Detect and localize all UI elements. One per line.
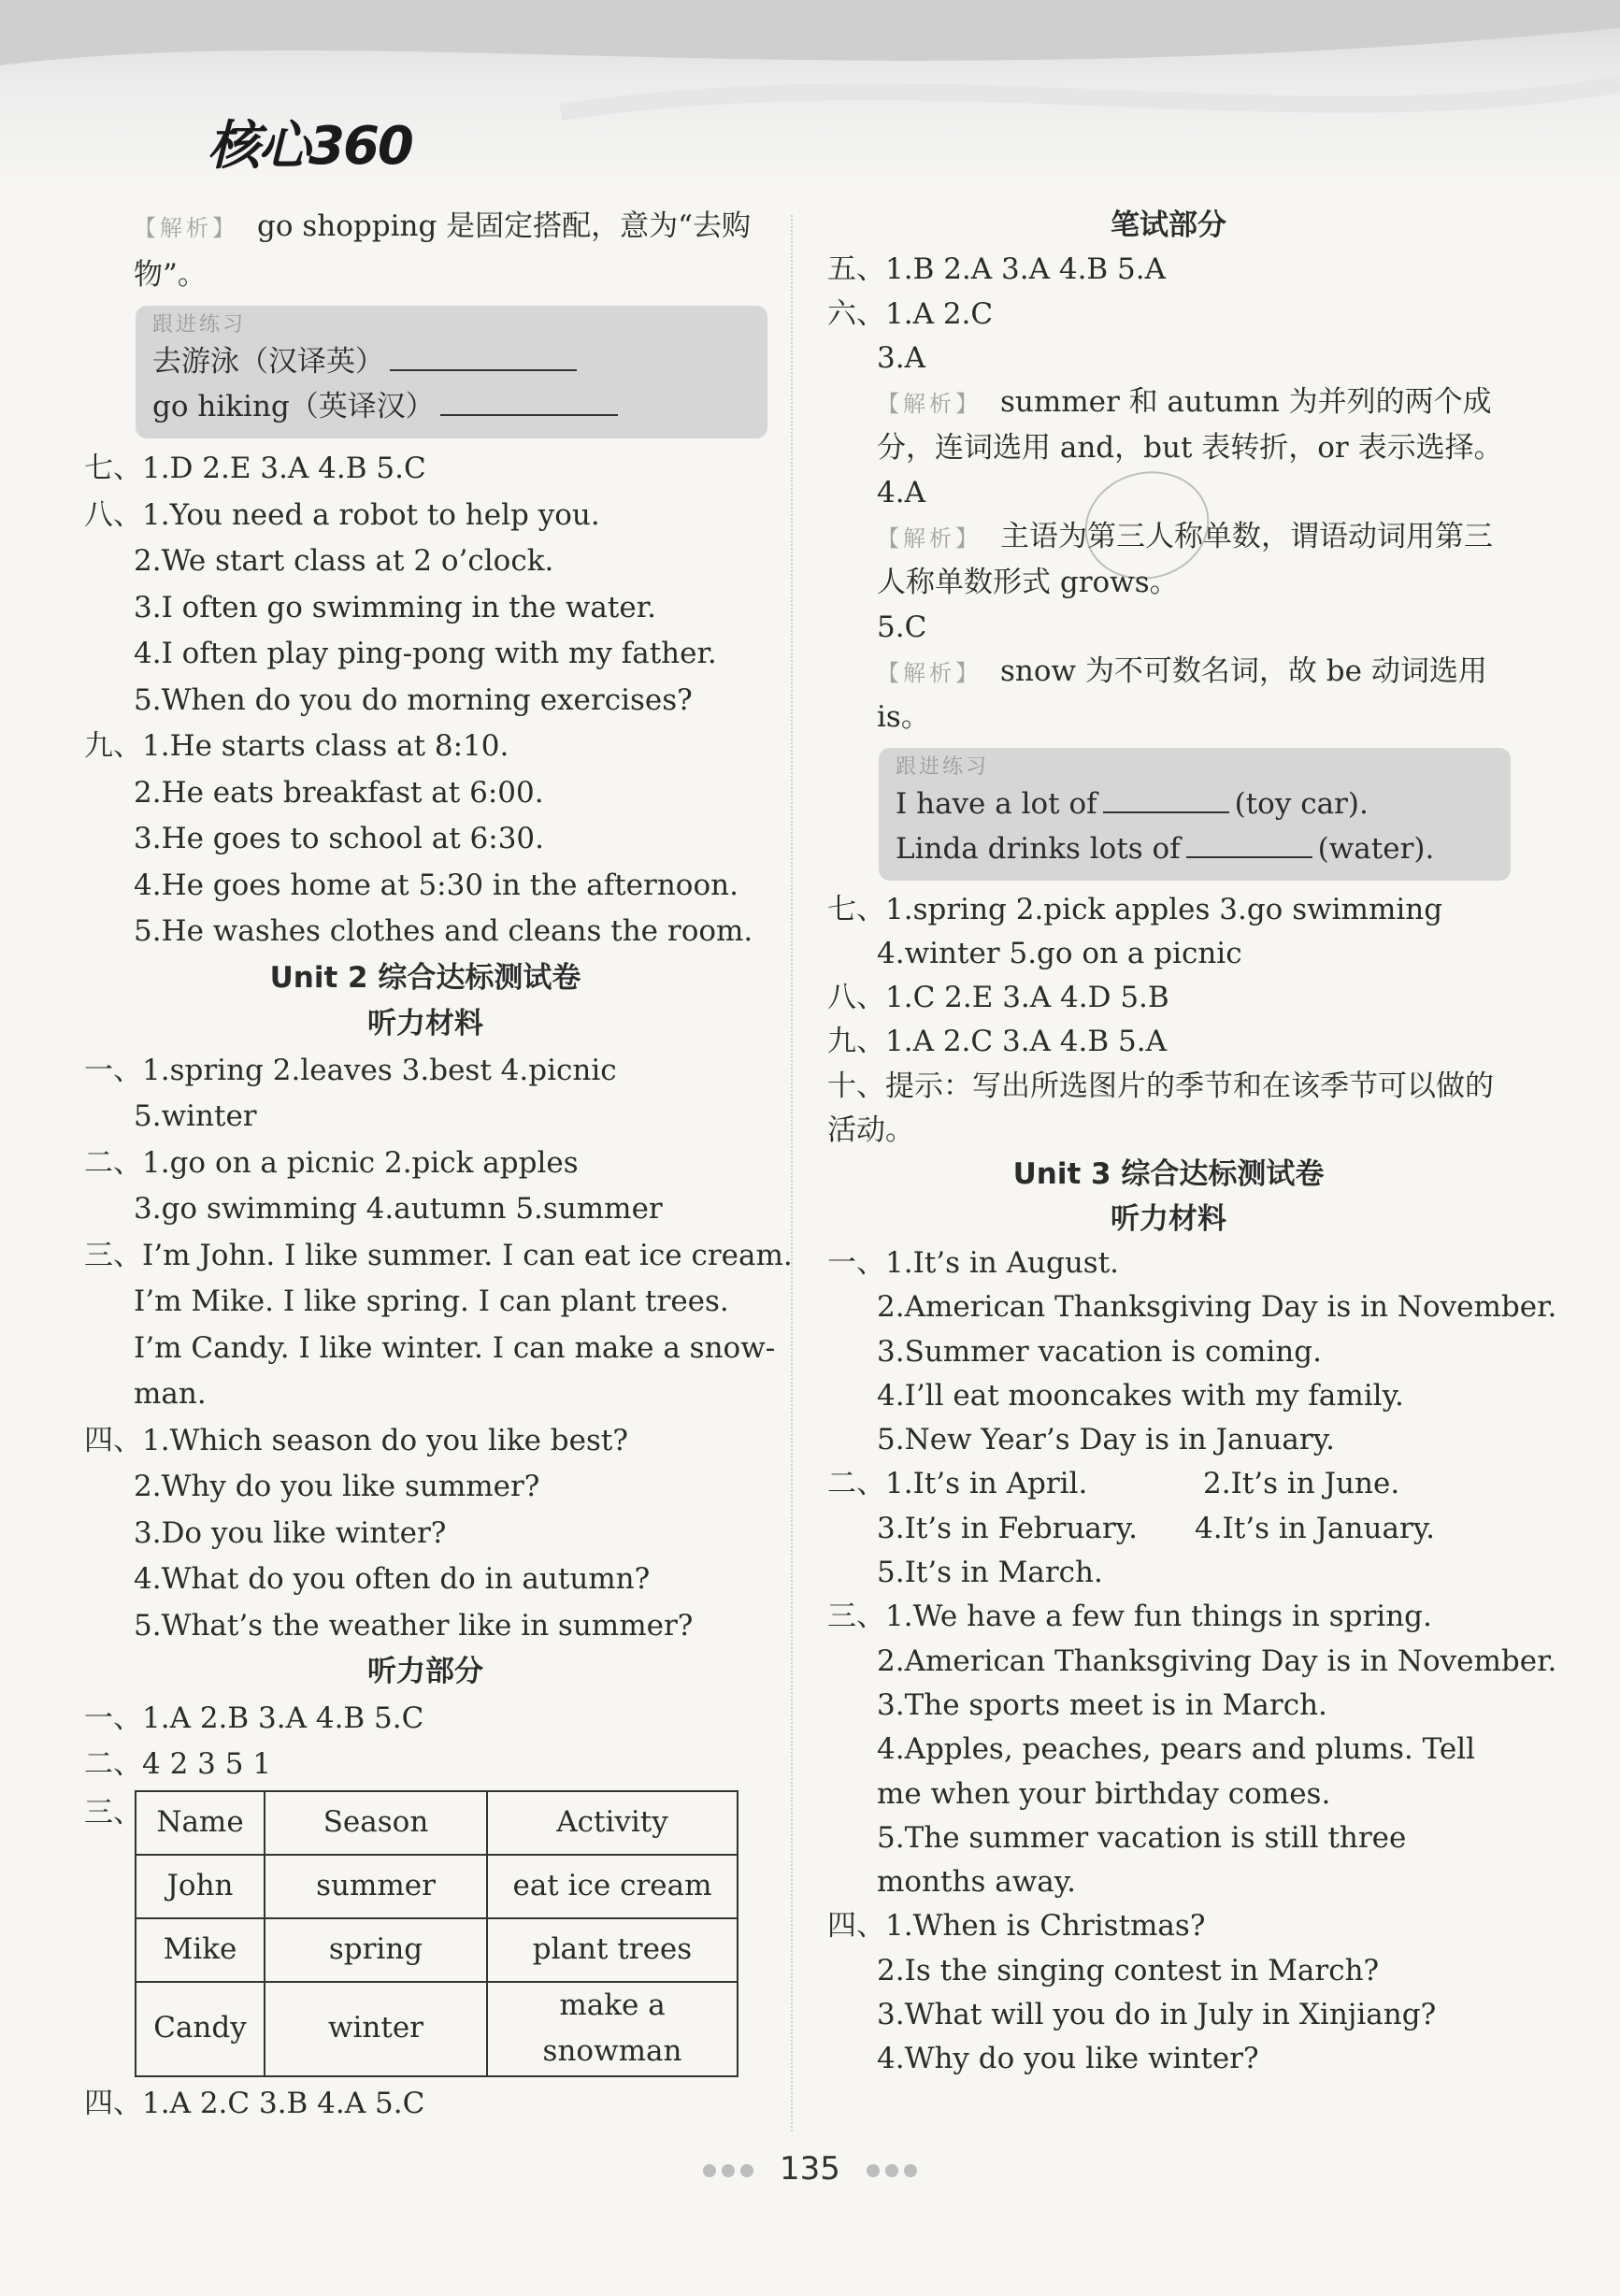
answer-line: 四、1.A 2.C 3.B 4.A 5.C bbox=[84, 2086, 425, 2120]
unit-title: Unit 3 综合达标测试卷 bbox=[1012, 1157, 1325, 1192]
table-row bbox=[136, 1918, 738, 1982]
answer-line: 六、1.A 2.C bbox=[827, 296, 994, 331]
section-heading: 笔试部分 bbox=[1111, 208, 1226, 242]
answer-line: 3.It’s in February. 4.It’s in January. bbox=[877, 1511, 1436, 1545]
table-cell: winter bbox=[265, 1982, 487, 2076]
answer-line: 八、1.C 2.E 3.A 4.D 5.B bbox=[827, 981, 1169, 1015]
explanation-tag: 【解析】 bbox=[134, 215, 238, 241]
explanation-note: 【解析】 summer 和 autumn 为并列的两个成分，连词选用 and，but 表转折，or 表示选择。 bbox=[877, 385, 1503, 466]
column-divider bbox=[791, 215, 793, 2131]
answer-line: 5.C bbox=[877, 610, 927, 644]
answer-line: 5.What’s the weather like in summer? bbox=[134, 1608, 694, 1643]
table-header: Season bbox=[265, 1791, 487, 1855]
answer-line: 3.He goes to school at 6:30. bbox=[134, 822, 544, 855]
answer-line: 2.Why do you like summer? bbox=[134, 1470, 540, 1503]
season-table bbox=[135, 1790, 738, 2077]
table-cell: Candy bbox=[136, 1982, 265, 2076]
table-header-row bbox=[136, 1791, 738, 1855]
answer-line: 4.Why do you like winter? bbox=[877, 2042, 1259, 2076]
answer-line: 5.winter bbox=[134, 1099, 257, 1133]
answer-line: 三、1.We have a few fun things in spring. bbox=[827, 1600, 1432, 1634]
table-cell: spring bbox=[265, 1918, 487, 1982]
answer-line: 八、1.You need a robot to help you. bbox=[84, 497, 600, 532]
section-heading: 听力材料 bbox=[367, 1007, 483, 1040]
explanation-note: 【解析】 go shopping 是固定搭配，意为“去购物”。 bbox=[134, 209, 752, 292]
decorative-dot bbox=[904, 2164, 917, 2177]
answer-line: 十、提示：写出所选图片的季节和在该季节可以做的活动。 bbox=[827, 1069, 1494, 1148]
explanation-tag: 【解析】 bbox=[877, 525, 982, 552]
table-cell: John bbox=[136, 1855, 265, 1918]
explanation-note: 【解析】 主语为第三人称单数，谓语动词用第三人称单数形式 grows。 bbox=[877, 520, 1493, 600]
table-cell: plant trees bbox=[487, 1918, 738, 1982]
practice-line: go hiking（英译汉） bbox=[152, 384, 751, 429]
table-block bbox=[84, 1790, 767, 2077]
page-footer bbox=[0, 2150, 1620, 2188]
right-column bbox=[827, 204, 1557, 2082]
answer-line: 3.A bbox=[877, 340, 925, 375]
answer-line: 二、4 2 3 5 1 bbox=[84, 1747, 272, 1781]
table-cell: summer bbox=[265, 1855, 487, 1918]
practice-title: 跟进练习 bbox=[896, 754, 990, 779]
answer-line: 三、I’m John. I like summer. I can eat ice cream. bbox=[84, 1238, 793, 1272]
answer-line: 2.American Thanksgiving Day is in November. bbox=[877, 1643, 1557, 1678]
answer-line: 5.It’s in March. bbox=[877, 1556, 1103, 1590]
unit-title: Unit 2 综合达标测试卷 bbox=[269, 960, 581, 995]
answer-blank[interactable] bbox=[1103, 783, 1229, 813]
answer-line: 二、1.go on a picnic 2.pick apples bbox=[84, 1145, 579, 1180]
answer-line: 5.The summer vacation is still three months away. bbox=[877, 1820, 1407, 1900]
answer-line: 五、1.B 2.A 3.A 4.B 5.A bbox=[827, 252, 1167, 287]
answer-line: 四、1.When is Christmas? bbox=[827, 1909, 1206, 1944]
answer-line: 2.American Thanksgiving Day is in November. bbox=[877, 1290, 1557, 1325]
answer-blank[interactable] bbox=[390, 341, 577, 371]
answer-line: 3.Summer vacation is coming. bbox=[877, 1334, 1322, 1369]
practice-line: I have a lot of (toy car). bbox=[896, 782, 1494, 826]
decorative-dot bbox=[740, 2164, 753, 2177]
explanation-note: 【解析】 snow 为不可数名词，故 be 动词选用 is。 bbox=[877, 653, 1487, 735]
answer-line: 4.Apples, peaches, pears and plums. Tell me when your birthday comes. bbox=[877, 1732, 1476, 1811]
answer-line: 3.I often go swimming in the water. bbox=[134, 590, 656, 624]
left-column bbox=[84, 204, 793, 2127]
question-label: 三、 bbox=[84, 1795, 142, 1830]
answer-line: 九、1.He starts class at 8:10. bbox=[84, 729, 509, 763]
answer-line: 七、1.D 2.E 3.A 4.B 5.C bbox=[84, 452, 426, 485]
section-heading: 听力部分 bbox=[367, 1655, 483, 1688]
answer-line: 一、1.It’s in August. bbox=[827, 1245, 1120, 1280]
answer-line: 3.Do you like winter? bbox=[134, 1515, 447, 1550]
decorative-dot bbox=[885, 2164, 898, 2177]
answer-line: 4.A bbox=[877, 475, 925, 509]
answer-line: 3.The sports meet is in March. bbox=[877, 1687, 1327, 1722]
answer-line: 2.He eats breakfast at 6:00. bbox=[134, 775, 544, 810]
answer-line: 七、1.spring 2.pick apples 3.go swimming bbox=[827, 892, 1443, 926]
answer-line: 四、1.Which season do you like best? bbox=[84, 1423, 628, 1457]
answer-line: 5.When do you do morning exercises? bbox=[134, 682, 693, 717]
table-cell: make a snowman bbox=[487, 1982, 738, 2076]
answer-line: 4.winter 5.go on a picnic bbox=[877, 936, 1242, 970]
answer-line: 5.New Year’s Day is in January. bbox=[877, 1423, 1335, 1457]
practice-line: 去游泳（汉译英） bbox=[152, 339, 751, 384]
decorative-dot bbox=[867, 2164, 880, 2177]
answer-line: 4.He goes home at 5:30 in the afternoon. bbox=[134, 868, 738, 902]
section-heading: 听力材料 bbox=[1111, 1201, 1226, 1236]
answer-line: 4.I’ll eat mooncakes with my family. bbox=[877, 1378, 1404, 1413]
brand-logo: 核心360 bbox=[208, 116, 412, 177]
follow-up-practice bbox=[879, 748, 1511, 881]
explanation-tag: 【解析】 bbox=[877, 659, 982, 686]
practice-line: Linda drinks lots of (water). bbox=[896, 826, 1494, 871]
follow-up-practice bbox=[136, 306, 767, 438]
practice-title: 跟进练习 bbox=[152, 313, 247, 337]
answer-line: 3.What will you do in July in Xinjiang? bbox=[877, 1997, 1437, 2031]
answer-line: 一、1.A 2.B 3.A 4.B 5.C bbox=[84, 1700, 424, 1735]
header-banner bbox=[0, 0, 1620, 187]
answer-line: 4.What do you often do in autumn? bbox=[134, 1562, 651, 1596]
answer-line: 九、1.A 2.C 3.A 4.B 5.A bbox=[827, 1025, 1167, 1059]
decorative-dot bbox=[703, 2164, 716, 2177]
answer-blank[interactable] bbox=[440, 386, 618, 416]
answer-line: 一、1.spring 2.leaves 3.best 4.picnic bbox=[84, 1053, 617, 1087]
table-row bbox=[136, 1855, 738, 1918]
table-cell: Mike bbox=[136, 1918, 265, 1982]
answer-line: 二、1.It’s in April. 2.It’s in June. bbox=[827, 1467, 1400, 1501]
answer-line: I’m Candy. I like winter. I can make a snow- bbox=[134, 1330, 776, 1365]
explanation-tag: 【解析】 bbox=[877, 391, 982, 418]
table-header: Activity bbox=[487, 1791, 738, 1855]
answer-line: 2.We start class at 2 o’clock. bbox=[134, 544, 554, 578]
answer-line: I’m Mike. I like spring. I can plant trees. bbox=[134, 1284, 729, 1318]
answer-line: man. bbox=[134, 1377, 207, 1411]
decorative-dot bbox=[722, 2164, 735, 2177]
page-number: 135 bbox=[780, 2150, 840, 2188]
answer-line: 3.go swimming 4.autumn 5.summer bbox=[134, 1192, 663, 1226]
table-row bbox=[136, 1982, 738, 2076]
table-cell: eat ice cream bbox=[487, 1855, 738, 1918]
answer-blank[interactable] bbox=[1186, 828, 1312, 858]
answer-line: 4.I often play ping-pong with my father. bbox=[134, 637, 717, 670]
answer-line: 2.Is the singing contest in March? bbox=[877, 1953, 1380, 1987]
table-header: Name bbox=[136, 1791, 265, 1855]
answer-line: 5.He washes clothes and cleans the room. bbox=[134, 914, 753, 948]
